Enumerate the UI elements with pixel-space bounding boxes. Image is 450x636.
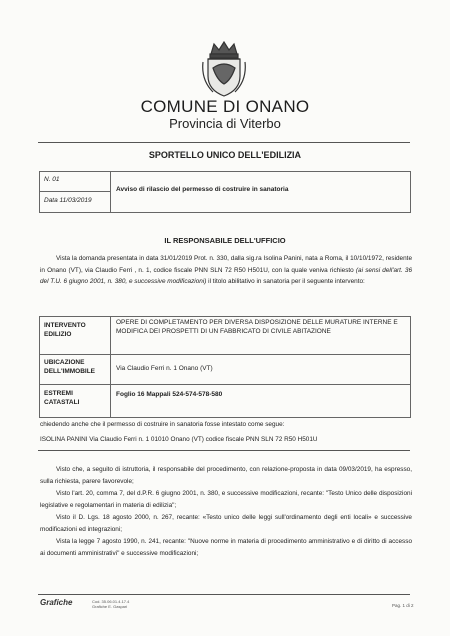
recital-paragraph: Visto il D. Lgs. 18 agosto 2000, n. 267, recante: «Testo unico delle leggi sull'ordinamento degli enti locali» e successive modificazioni ed integrazioni;	[40, 514, 412, 533]
table-label: UBICAZIONE DELL'IMMOBILE	[44, 359, 96, 375]
printer-meta: Cod. 35.06.01.4.17.4 Grafiche E. Gaspari	[92, 599, 130, 609]
table-label: ESTREMI CATASTALI	[44, 390, 80, 406]
details-table	[39, 316, 411, 418]
recital-paragraph: Visto che, a seguito di istruttoria, il responsabile del procedimento, con relazione-proposta in data 09/03/2019, ha espresso, sulla richiesta, parere favorevole;	[40, 466, 412, 485]
holder-line: ISOLINA PANINI Via Claudio Ferri n. 1 01010 Onano (VT) codice fiscale PNN SLN 72 R50 H501U	[40, 436, 318, 443]
printer-logo: Grafiche	[40, 598, 73, 607]
divider	[38, 594, 410, 595]
divider	[38, 450, 410, 451]
recital-paragraph: Vista la legge 7 agosto 1990, n. 241, recante: "Nuove norme in materia di procedimento amministrativo e di diritto di accesso ai documenti amministrativi" e successive modificazioni;	[40, 538, 412, 557]
table-row	[40, 354, 410, 385]
municipality-name: COMUNE DI ONANO	[140, 97, 310, 116]
municipal-crest-icon	[201, 40, 247, 98]
table-value: Foglio 16 Mappali 524-574-578-580	[116, 391, 223, 398]
table-row	[40, 384, 410, 416]
table-value: Via Claudio Ferri n. 1 Onano (VT)	[116, 365, 213, 372]
table-row	[40, 317, 410, 355]
table-label: INTERVENTO EDILIZIO	[44, 322, 86, 338]
office-name: SPORTELLO UNICO DELL'EDILIZIA	[148, 150, 302, 160]
recital-paragraph: Visto l'art. 20, comma 7, del d.P.R. 6 giugno 2001, n. 380, e successive modificazioni, recante: "Testo Unico delle disposizioni legislative e regolamentari in materia di edilizia";	[40, 490, 412, 509]
protocol-box	[39, 171, 411, 213]
request-line: chiedendo anche che il permesso di costruire in sanatoria fosse intestato come segue:	[40, 421, 285, 428]
intro-paragraph: Vista la domanda presentata in data 31/01/2019 Prot. n. 330, dalla sig.ra Isolina Panini, nata a Roma, il 10/10/1972, residente in Onano (VT), via Claudio Ferri , n. 1, codice fiscale PNN SLN 72 R50 H501U, con la quale veniva richiesto (ai sensi dell'art. 36 del T.U. 6 giugno 2001, n. 380, e successive modificazioni) il titolo abilitativo in sanatoria per il seguente intervento:	[40, 255, 412, 285]
protocol-number: N. 01	[44, 176, 60, 183]
table-value: OPERE DI COMPLETAMENTO PER DIVERSA DISPOSIZIONE DELLE MURATURE INTERNE E MODIFICA DEI PROSPETTI DI UN FABBRICATO DI CIVILE ABITAZIONE	[116, 319, 398, 335]
section-heading: IL RESPONSABILE DELL'UFFICIO	[164, 236, 286, 245]
notice-subject: Avviso di rilascio del permesso di costruire in sanatoria	[116, 186, 289, 193]
page-number: Pag. 1 di 2	[392, 603, 414, 608]
province-name: Provincia di Viterbo	[169, 116, 281, 131]
protocol-date: Data 11/03/2019	[44, 197, 92, 204]
divider	[38, 142, 410, 143]
